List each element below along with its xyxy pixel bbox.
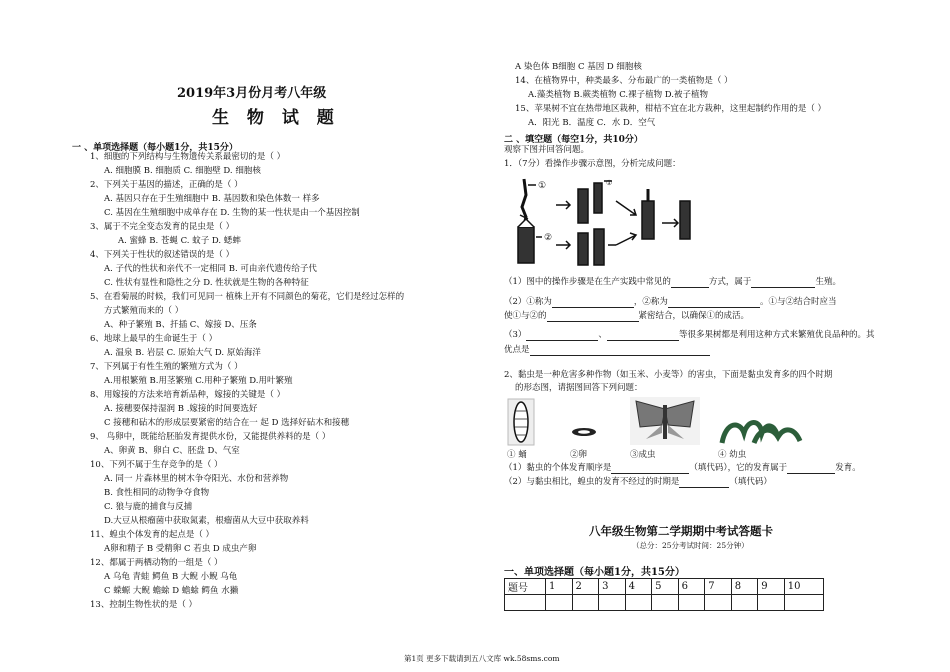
table-cell: 1 (546, 579, 573, 595)
answer-blank[interactable] (607, 331, 679, 341)
answer-table (504, 578, 824, 611)
table-cell: 6 (678, 579, 705, 595)
table-cell: 7 (705, 579, 732, 595)
q1-part3: （3） 、 等很多果树都是利用这种方式来繁殖优良品种的。其 (504, 330, 875, 340)
answer-cell[interactable] (758, 595, 785, 611)
question-1: 1．（7分）看操作步骤示意图，分析完成问题： (504, 159, 681, 169)
q2-part2: （2）与黏虫相比，蝗虫的发育不经过的时期是 （填代码） (504, 477, 772, 487)
question-line: A. 子代的性状和亲代不一定相同 B. 可由亲代遗传给子代 (104, 264, 317, 274)
question-line: 12、都属于两栖动物的一组是（ ） (90, 558, 223, 568)
table-header-cell: 题号 (505, 579, 546, 595)
question-line: A卵和精子 B 受精卵 C 若虫 D 成虫产卵 (104, 544, 257, 554)
fig-label-2: ② (544, 233, 553, 243)
question-line: C. 狼与鹿的捕食与反捕 (104, 502, 193, 512)
answer-cell[interactable] (731, 595, 758, 611)
question-line: A.用根繁殖 B.用茎繁殖 C.用种子繁殖 D.用叶繁殖 (104, 376, 293, 386)
section-heading: 一 、单项选择题（每小题1分，共15分） (72, 143, 238, 153)
question-2b: 的形态图，请据图回答下列问题： (515, 383, 643, 393)
section-heading-2: 二 、填空题（每空1分，共10分） (504, 135, 643, 145)
answer-cell[interactable] (599, 595, 626, 611)
question-line: C 接穗和砧木的形成层要紧密的结合在一 起 D 选择好砧木和接穗 (104, 418, 350, 428)
question-line: 8、用嫁接的方法来培育新品种，嫁接的关键是（ ） (90, 390, 286, 400)
question-line: A. 细胞膜 B. 细胞质 C. 细胞壁 D. 细胞核 (104, 166, 261, 176)
question-line: 1、细胞的下列结构与生物遗传关系最密切的是（ ） (90, 152, 286, 162)
answer-cell[interactable] (705, 595, 732, 611)
question-line: A. 基因只存在于生殖细胞中 B. 基因数和染色体数一 样多 (104, 194, 320, 204)
question-line: 7、下列属于有性生殖的繁殖方式为（ ） (90, 362, 243, 372)
table-cell: 10 (784, 579, 823, 595)
table-cell: 8 (731, 579, 758, 595)
answer-blank[interactable] (671, 278, 709, 288)
answer-blank[interactable] (787, 464, 835, 474)
question-line: 11、蝗虫个体发育的起点是（ ） (90, 530, 215, 540)
exam-title: 2019年3月份月考八年级 (177, 86, 327, 101)
answer-blank[interactable] (530, 346, 710, 356)
question-line: A、种子繁殖 B、扦插 C、嫁接 D、压条 (104, 320, 257, 330)
answer-card-section: 一、单项选择题（每小题1分，共15分） (504, 567, 685, 578)
question-line: D.大豆从根瘤菌中获取氮素，根瘤菌从大豆中获取养料 (104, 516, 309, 526)
question-line: 方式繁殖而来的（ ） (104, 306, 184, 316)
question-line: C. 性状有显性和隐性之分 D. 性状就是生物的各种特征 (104, 278, 309, 288)
answer-blank[interactable] (668, 298, 760, 308)
question-line: 3、属于不完全变态发育的昆虫是（ ） (90, 222, 235, 232)
answer-cell[interactable] (652, 595, 679, 611)
question-line: 2、下列关于基因的描述，正确的是（ ） (90, 180, 243, 190)
q1-part2b: 使①与②的 紧密结合，以确保①的成活。 (504, 311, 750, 321)
q1-part1: （1）图中的操作步骤是在生产实践中常见的 方式，属于 生殖。 (504, 277, 841, 287)
answer-cell[interactable] (505, 595, 546, 611)
question-line: A. 蜜蜂 B. 苍蝇 C. 蚊子 D. 蟋蟀 (118, 236, 241, 246)
question-line: 14、在植物界中，种类最多、分布最广的一类植物是（ ） (515, 76, 733, 86)
answer-blank[interactable] (552, 298, 634, 308)
exam-subject: 生 物 试 题 (212, 108, 340, 128)
question-line: 6、地球上最早的生命诞生于（ ） (90, 334, 218, 344)
answer-cell[interactable] (784, 595, 823, 611)
question-line: C 蝾螈 大鲵 蟾蜍 D 蟾蜍 鳄鱼 水獭 (104, 586, 239, 596)
stage-label-larva: ④ 幼虫 (718, 450, 747, 460)
stage-label-pupa: ① 蛹 (507, 450, 527, 460)
answer-blank[interactable] (611, 464, 689, 474)
table-cell: 4 (625, 579, 652, 595)
question-line: A. 接穗要保持湿润 B .嫁接的时间要选好 (104, 404, 258, 414)
answer-cell[interactable] (625, 595, 652, 611)
answer-blank[interactable] (751, 278, 815, 288)
question-line: 15、苹果树不宜在热带地区栽种，柑桔不宜在北方栽种，这里起制约作用的是（ ） (515, 104, 827, 114)
table-cell: 2 (572, 579, 599, 595)
answer-blank[interactable] (679, 478, 729, 488)
q1-part3b: 优点是 (504, 345, 710, 356)
grafting-diagram (512, 175, 692, 270)
question-line: A 染色体 B细胞 C 基因 D 细胞核 (515, 62, 642, 72)
table-cell: 5 (652, 579, 679, 595)
question-line: A.藻类植物 B.蕨类植物 C.裸子植物 D.被子植物 (528, 90, 709, 100)
page-footer: 第1页 更多下载请到五八文库 wk.58sms.com (404, 654, 560, 663)
question-line: A 乌龟 青蛙 鳄鱼 B 大鲵 小鲵 乌龟 (104, 572, 238, 582)
question-line: 13、控制生物性状的是（ ） (90, 600, 198, 610)
answer-blank[interactable] (526, 331, 598, 341)
question-line: 4、下列关于性状的叙述错误的是（ ） (90, 250, 235, 260)
question-line: C. 基因在生殖细胞中成单存在 D. 生物的某一性状是由一个基因控制 (104, 208, 360, 218)
question-line: A. 同一 片森林里的树木争夺阳光、水份和营养物 (104, 474, 289, 484)
question-line: A．阳光 B．温度 C．水 D．空气 (528, 118, 656, 128)
answer-card-subtitle: （总分：25分考试时间：25分钟） (632, 541, 749, 550)
fig-label-3: ① (606, 179, 613, 187)
question-line: B. 食性相同的动物争夺食物 (104, 488, 210, 498)
question-line: 10、下列不属于生存竞争的是（ ） (90, 460, 223, 470)
fig-label-1: ① (538, 181, 547, 191)
stage-label-adult: ③成虫 (630, 450, 656, 460)
answer-blank[interactable] (547, 312, 639, 322)
question-line: 9、 鸟卵中，既能给胚胎发育提供水份，又能提供养料的是（ ） (90, 432, 331, 442)
insect-stages (504, 397, 804, 447)
stage-label-egg: ②卵 (570, 450, 588, 460)
q2-part1: （1）黏虫的个体发育顺序是 （填代码），它的发育属于 发育。 (504, 463, 861, 473)
answer-cell[interactable] (572, 595, 599, 611)
question-line: A. 温泉 B. 岩层 C. 原始大气 D. 原始海洋 (104, 348, 261, 358)
question-line: 5、在看菊展的时候，我们可见同一 植株上开有不同颜色的菊花，它们是经过怎样的 (90, 292, 405, 302)
table-cell: 3 (599, 579, 626, 595)
q1-part2: （2）①称为 ，②称为 。①与②结合时应当 (504, 297, 837, 307)
answer-card-title: 八年级生物第二学期期中考试答题卡 (589, 524, 773, 538)
answer-cell[interactable] (678, 595, 705, 611)
table-cell: 9 (758, 579, 785, 595)
question-2a: 2、黏虫是一种危害多种作物（如玉米、小麦等）的害虫，下面是黏虫发育多的四个时期 (504, 370, 833, 380)
answer-cell[interactable] (546, 595, 573, 611)
question-line: A、卵黄 B、卵白 C、胚盘 D、气室 (104, 446, 240, 456)
intro-text: 观察下图并回答问题。 (504, 145, 590, 155)
